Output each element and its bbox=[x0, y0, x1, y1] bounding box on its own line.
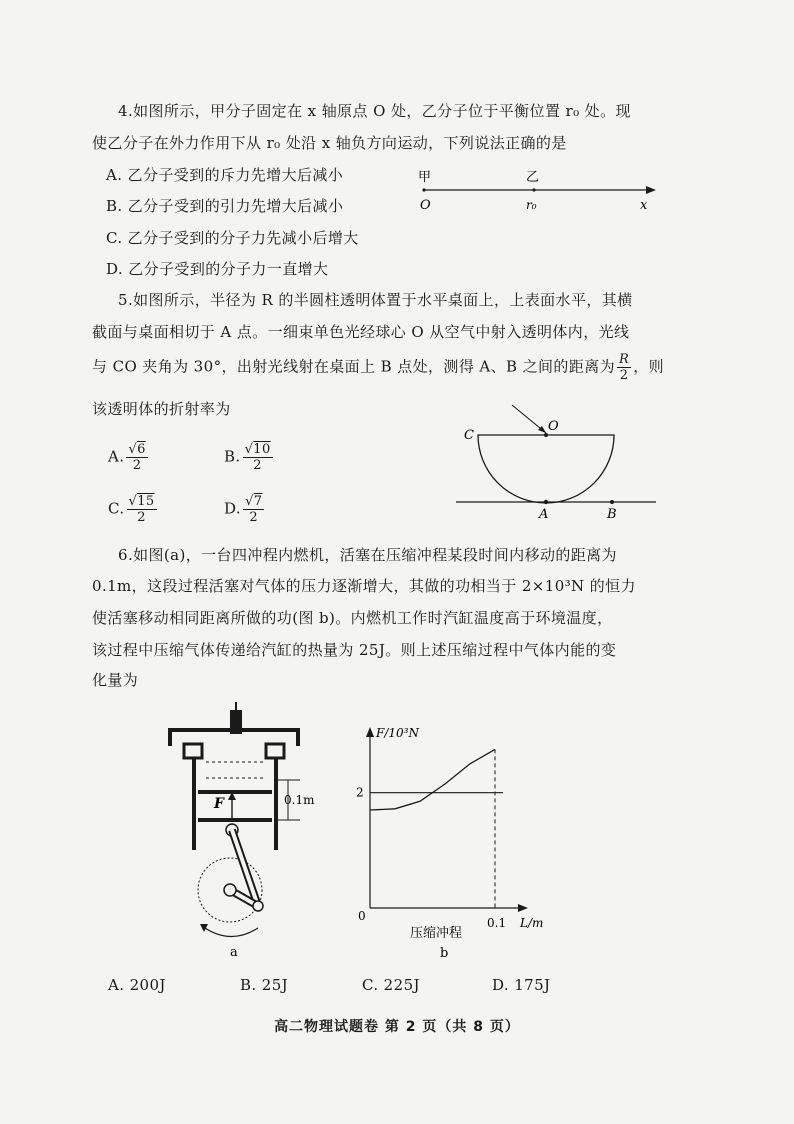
caption-b: b bbox=[440, 946, 449, 961]
q6-option-d[interactable]: D. 175J bbox=[492, 976, 551, 994]
semicylinder-outline bbox=[478, 435, 614, 503]
label-a: A bbox=[539, 507, 549, 522]
q6-stem-line3: 使活塞移动相同距离所做的功(图 b)。内燃机工作时汽缸温度高于环境温度， bbox=[92, 609, 613, 627]
label-f: F bbox=[214, 796, 224, 812]
q4-option-d[interactable]: D. 乙分子受到的分子力一直增大 bbox=[106, 260, 329, 278]
x-axis-label: L/m bbox=[520, 916, 544, 930]
q6-engine-diagram bbox=[160, 700, 340, 965]
q4-stem-line2: 使乙分子在外力作用下从 r₀ 处沿 x 轴负方向运动，下列说法正确的是 bbox=[92, 134, 567, 152]
tangent-point-a bbox=[544, 500, 548, 504]
q6-stem-line5: 化量为 bbox=[92, 671, 139, 689]
q5-stem-line3: 与 CO 夹角为 30°，出射光线射在桌面上 B 点处，测得 A、B 之间的距离为 $\frac{R}{2}$ ，则 bbox=[92, 352, 665, 383]
q5-option-d[interactable]: D. $\frac{√7}{2}$ bbox=[224, 494, 263, 525]
caption-a: a bbox=[230, 945, 238, 960]
q6-stem-line1: 6.如图(a)，一台四冲程内燃机，活塞在压缩冲程某段时间内移动的距离为 bbox=[118, 546, 617, 564]
q6-option-c[interactable]: C. 225J bbox=[362, 976, 420, 994]
label-distance: 0.1m bbox=[284, 793, 315, 807]
q6-stem-line4: 该过程中压缩气体传递给汽缸的热量为 25J。则上述压缩过程中气体内能的变 bbox=[92, 641, 617, 659]
q5-option-b[interactable]: B. $\frac{√10}{2}$ bbox=[224, 442, 271, 473]
label-jia: 甲 bbox=[418, 170, 432, 185]
q5-semicylinder-diagram bbox=[450, 395, 660, 525]
label-b: B bbox=[607, 507, 617, 522]
y-tick-label: 2 bbox=[356, 785, 364, 800]
valve-left bbox=[184, 744, 202, 758]
q5-stem-line1: 5.如图所示，半径为 R 的半圆柱透明体置于水平桌面上，上表面水平，其横 bbox=[118, 291, 633, 309]
q6-force-distance-chart bbox=[350, 715, 560, 965]
chart-subtitle: 压缩冲程 bbox=[410, 926, 463, 941]
piston-bottom bbox=[198, 818, 272, 822]
label-x: x bbox=[640, 198, 648, 213]
q5-option-c[interactable]: C. $\frac{√15}{2}$ bbox=[108, 494, 155, 525]
y-axis-label: F/10³N bbox=[376, 726, 419, 740]
q6-stem-line2: 0.1m，这段过程活塞对气体的压力逐渐增大，其做的功相当于 2×10³N 的恒力 bbox=[92, 577, 636, 595]
point-b bbox=[610, 500, 614, 504]
q5-option-a[interactable]: A. $\frac{√6}{2}$ bbox=[108, 442, 146, 473]
q4-molecule-diagram bbox=[410, 164, 660, 218]
q6-option-a[interactable]: A. 200J bbox=[108, 976, 166, 994]
q4-option-b[interactable]: B. 乙分子受到的引力先增大后减小 bbox=[106, 197, 344, 215]
x-tick-label: 0.1 bbox=[487, 916, 507, 930]
label-r0: r₀ bbox=[526, 198, 537, 212]
q6-option-b[interactable]: B. 25J bbox=[240, 976, 289, 994]
q4-option-a[interactable]: A. 乙分子受到的斥力先增大后减小 bbox=[106, 166, 344, 184]
fraction-r-over-2: $\frac{R}{2}$ bbox=[619, 352, 630, 383]
rotation-arrow bbox=[202, 926, 258, 937]
molecule-jia-point bbox=[422, 188, 425, 191]
label-o: O bbox=[548, 419, 559, 434]
origin-label: 0 bbox=[358, 909, 366, 923]
q5-stem-line2: 截面与桌面相切于 A 点。一细束单色光经球心 O 从空气中射入透明体内，光线 bbox=[92, 323, 630, 341]
label-c: C bbox=[464, 428, 474, 443]
q5-stem-line4: 该透明体的折射率为 bbox=[92, 400, 231, 418]
molecule-yi-point bbox=[532, 188, 535, 191]
x-axis-arrowhead bbox=[646, 186, 656, 194]
page-footer: 高二物理试题卷 第 2 页（共 8 页） bbox=[274, 1019, 520, 1035]
series-force-curve bbox=[370, 749, 495, 810]
label-origin: O bbox=[420, 198, 431, 213]
q4-option-c[interactable]: C. 乙分子受到的分子力先减小后增大 bbox=[106, 229, 359, 247]
q4-stem-line1: 4.如图所示，甲分子固定在 x 轴原点 O 处，乙分子位于平衡位置 r₀ 处。现 bbox=[118, 102, 631, 120]
label-yi: 乙 bbox=[526, 170, 540, 185]
piston-top bbox=[198, 790, 272, 794]
valve-right bbox=[266, 744, 284, 758]
